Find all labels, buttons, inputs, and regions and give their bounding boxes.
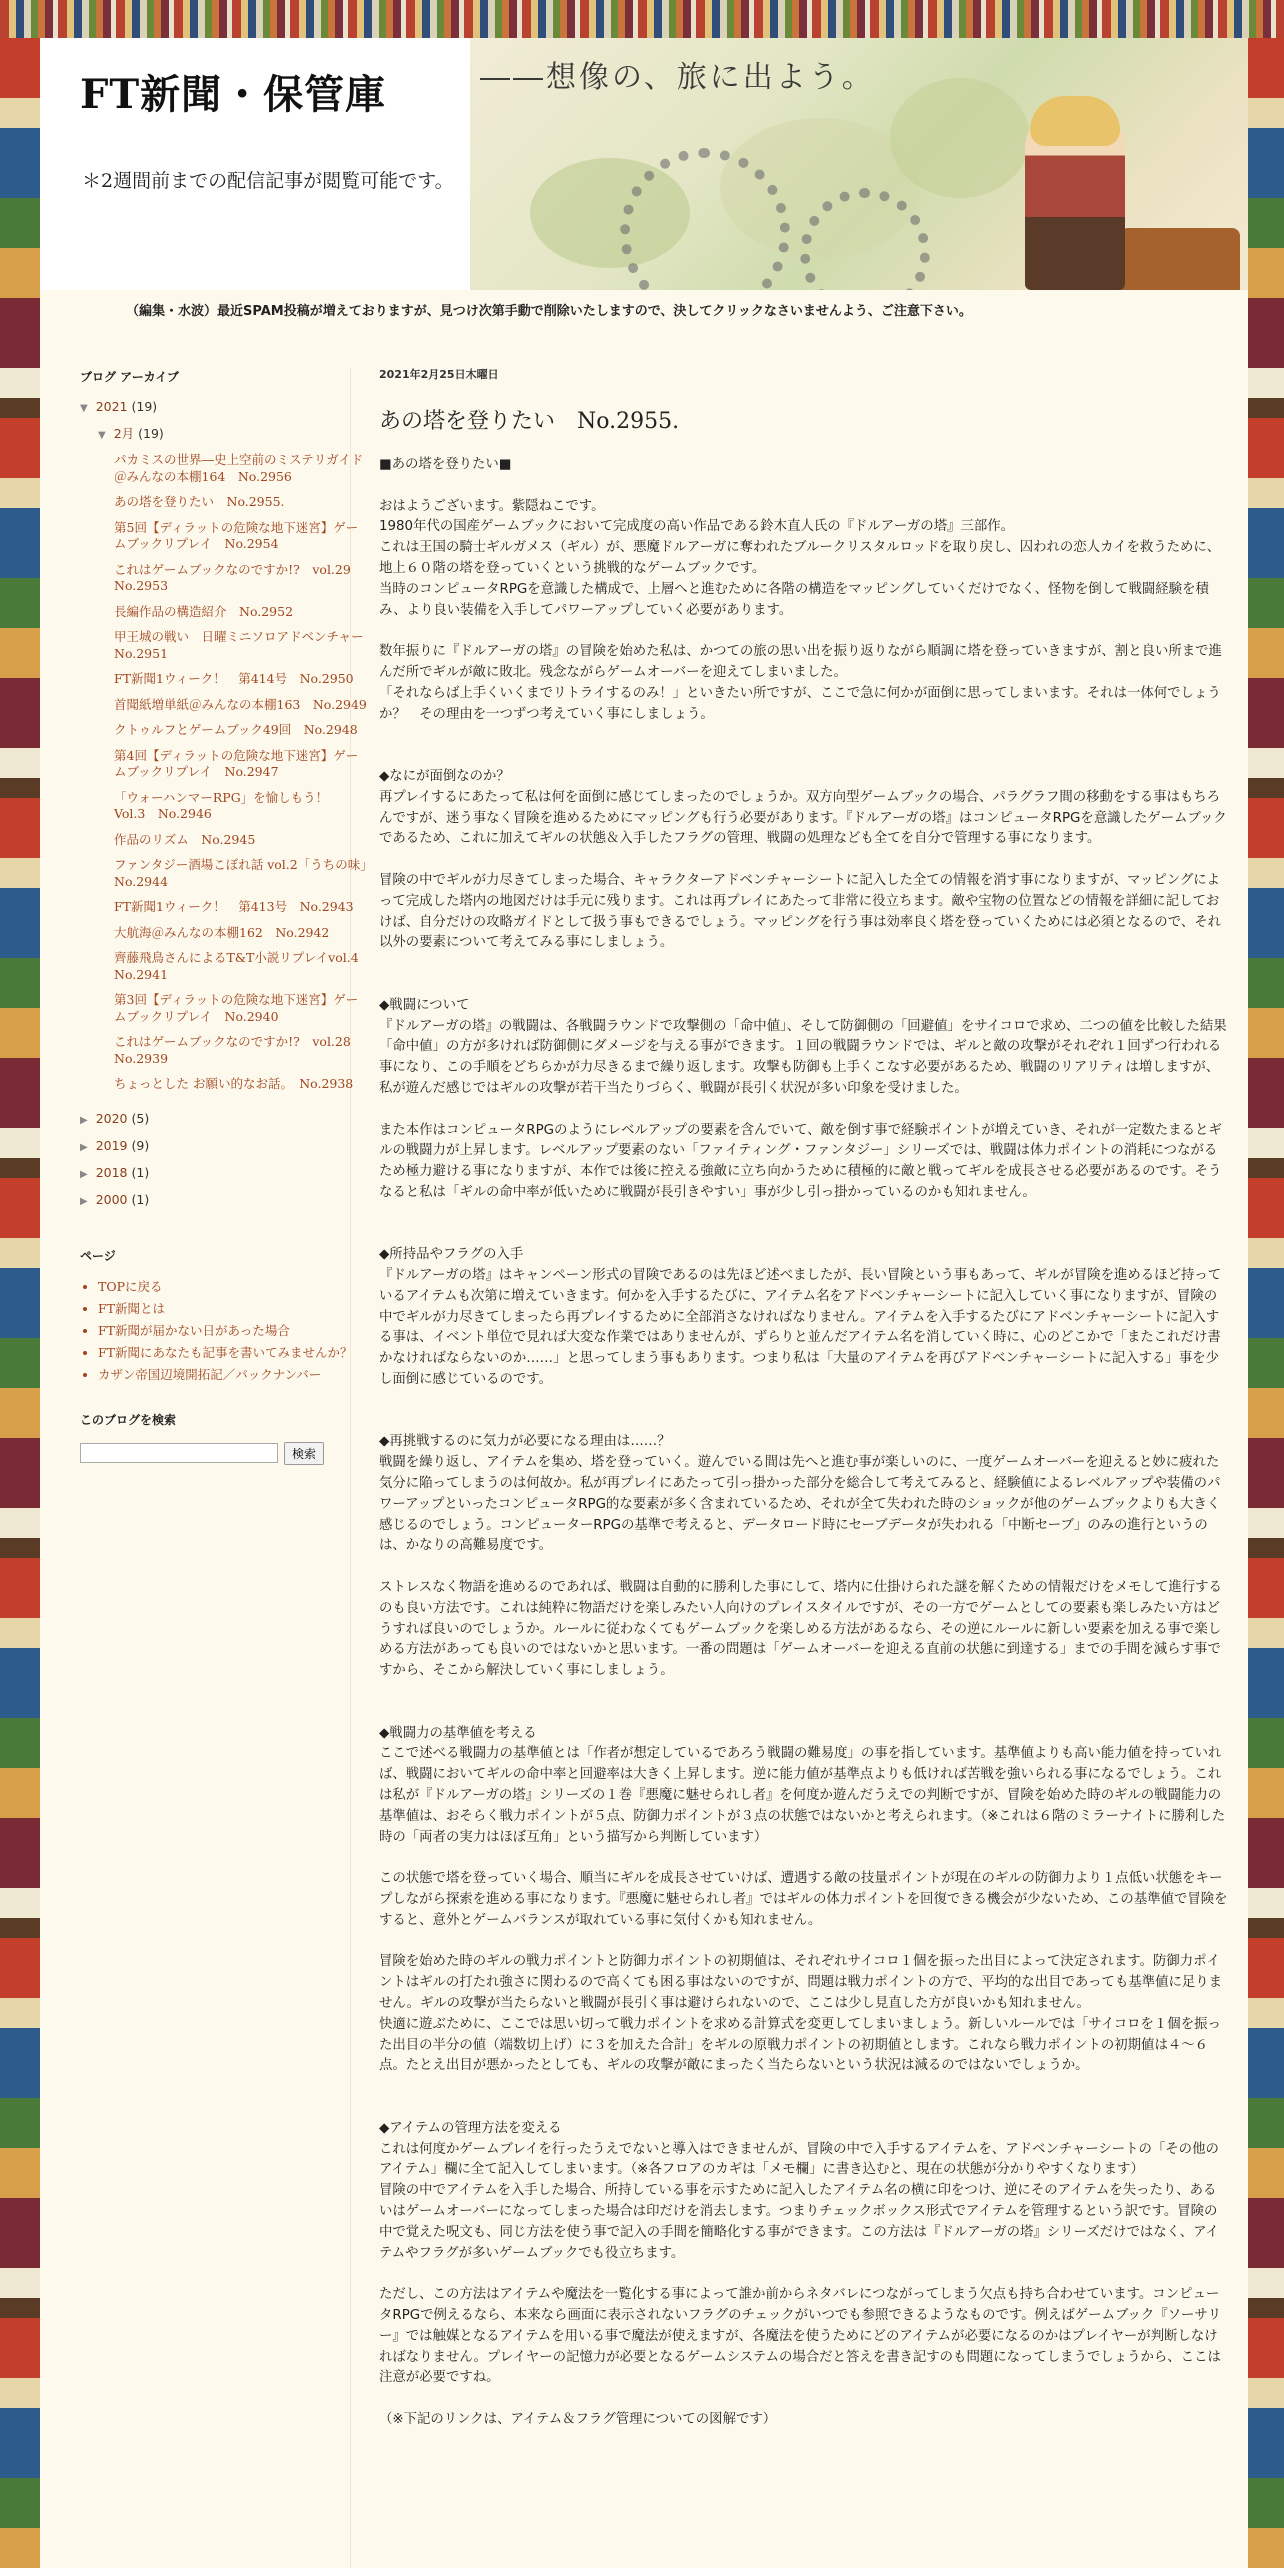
post-paragraph: 冒険を始めた時のギルの戦力ポイントと防御力ポイントの初期値は、それぞれサイコロ１個を振った出目によって決定されます。防御力ポイントはギルの打たれ強さに関わるので高くても困る事はないのですが、問題は戦力ポイントの方で、平均的な出目であっても基準値に足りません。ギルの攻撃が当たらないと戦闘が長引く事は避けられないので、ここは少し見直した方が良いかも知れません。 快適に遊ぶために、ここでは思い切って戦力ポイントを求める計算式を変更してしまいましょう。新しいルールでは「サイコロを１個を振った出目の半分の値（端数切上げ）に３を加えた合計」をギルの原戦力ポイントの初期値とします。これなら戦力ポイントの初期値は４〜６点。たとえ出目が悪かったとしても、ギルの攻撃が敵にまったく当たらないという状況は減るのではないでしょうか。 bbox=[379, 1954, 1223, 2074]
page-link-missing-delivery[interactable]: • FT新聞が届かない日があった場合 bbox=[98, 1322, 370, 1339]
post-paragraph: 数年振りに『ドルアーガの塔』の冒険を始めた私は、かつての旅の思い出を振り返りながら順調に塔を登っていきますが、割と良い所まで進んだ所でギルが敵に敗北。残念ながらゲームオーバーを迎えてしまいました。 「それならば上手くいくまでリトライするのみ！」といきたい所ですが、ここで急に何かが面倒に思ってしまいます。それは一体何でしょうか？ その理由を一つずつ考えていく事にしましょう。 bbox=[379, 644, 1222, 722]
foliage-shape bbox=[890, 78, 1030, 198]
archive-month-count: (19) bbox=[138, 426, 164, 441]
archive-post-link[interactable]: これはゲームブックなのですか!? vol.29 No.2953 bbox=[114, 561, 364, 593]
archive-post-link[interactable]: パカミスの世界―史上空前のミステリガイド＠みんなの本棚164 No.2956 bbox=[114, 452, 364, 484]
post-paragraph: （※下記のリンクは、アイテム＆フラグ管理についての図解です） bbox=[379, 2411, 777, 2427]
post-paragraph: ストレスなく物語を進めるのであれば、戦闘は自動的に勝利した事にして、塔内に仕掛けられた謎を解くための情報だけをメモして進行するのも良い方法です。これは純粋に物語だけを楽しみたい人向けのプレイスタイルですが、その一方でゲームとしての要素も楽しみたい方はどうすれば良いのでしょうか。ルールに従わなくてもゲームブックを楽しめる方法があるなら、その逆にルールに新しい要素を加える事で楽しめる方法があっても良いのではないかと思います。一番の問題は「ゲームオーバーを迎える直前の状態に到達する」までの手間を減らす事ですから、そこから解決していく事にしましょう。 bbox=[379, 1580, 1222, 1679]
archive-year-count: (5) bbox=[131, 1110, 150, 1126]
archive-post-link[interactable]: クトゥルフとゲームブック49回 No.2948 bbox=[114, 722, 358, 737]
archive-year-count: (1) bbox=[131, 1191, 150, 1207]
archive-post-link[interactable]: 大航海＠みんなの本棚162 No.2942 bbox=[114, 924, 330, 940]
post-paragraph: ◆アイテムの管理方法を変える これは何度かゲームブレイを行ったうえでないと導入はできませんが、冒険の中で入手するアイテムを、アドベンチャーシートの「その他のアイテム」欄に全て記入してしまいます。（※各フロアのカギは「メモ欄」に書き込むと、現在の状態が分かりやすくなります） 冒険の中でアイテムを入手した場合、所持している事を示すために記入したアイテム名の横に印をつけ、逆にそのアイテムを失ったり、あるいはゲームオーバーになってしまった場合は印だけを消去します。つまりチェックボックス形式でアイテムを管理するという訳です。冒険の中で覚えた呪文も、同じ方法を使う事で記入の手間を簡略化する事ができます。この方法は『ドルアーガの塔』シリーズだけではなく、アイテムやフラグが多いゲームブックでも役立ちます。 bbox=[379, 2120, 1219, 2261]
post-date: 2021年2月25日木曜日 bbox=[379, 368, 499, 381]
archive-year-2000[interactable] bbox=[80, 1192, 370, 1207]
post-paragraph: また本作はコンピュータRPGのようにレベルアップの要素を含んでいて、敵を倒す事で経験ポイントが増えていき、それが一定数たまるとギルの戦闘力が上昇します。レベルアップ要素のない「ファイティング・ファンタジー」シリーズでは、戦闘は体力ポイントの消耗につながるため極力避ける事になりますが、本作では後に控える強敵に立ち向かうために積極的に敵と戦ってギルを成長させる必要があるのです。そうなると私は「ギルの命中率が低いために戦闘が長引きやすい」事が少し引っ掛かっているのかも知れません。 bbox=[379, 1122, 1222, 1200]
page-link-kazan-backnumber[interactable]: • カザン帝国辺境開拓記／パックナンバー bbox=[98, 1366, 370, 1383]
post-paragraph: ■あの塔を登りたい■ bbox=[379, 457, 512, 472]
archive-post-link[interactable]: 第4回【ディラットの危険な地下迷宮】ゲームブックリプレイ No.2947 bbox=[114, 747, 359, 779]
pages-list bbox=[80, 1278, 370, 1383]
archive-post-link[interactable]: ちょっとした お願い的なお話。 No.2938 bbox=[114, 1076, 354, 1091]
archive-post-link[interactable]: FT新聞1ウィーク！ 第414号 No.2950 bbox=[114, 671, 354, 686]
header-illustration bbox=[470, 38, 1248, 290]
blog-header bbox=[40, 38, 1248, 290]
archive-year-2019[interactable] bbox=[80, 1138, 370, 1153]
bookshelf-background-top bbox=[0, 0, 1284, 38]
archive-year-2020[interactable] bbox=[80, 1111, 370, 1126]
triangle-right-icon[interactable]: ▶ bbox=[80, 1141, 88, 1153]
post-paragraph: ◆所持品やフラグの入手 『ドルアーガの塔』はキャンペーン形式の冒険であるのは先ほど述べましたが、長い冒険という事もあって、ギルが冒険を進めるほど持っているアイテムも次第に増えていきます。何かを入手するたびに、アイテム名をアドベンチャーシートに記入していく事になりますが、冒険の中でギルが力尽きてしまったら再プレイするために全部消さなければなりません。アイテムを入手するたびにアドベンチャーシートに記入する事は、イベント単位で見れば大変な作業ではありませんが、ずらりと並んだアイテム名を消していく時に、心のどこかで「またこれだけ書かなければならないのか……」と思ってしまう事もあります。つまり私は「大量のアイテムを再びアドベンチャーシートに記入する」事を少し面倒に感じているのです。 bbox=[379, 1247, 1222, 1388]
triangle-right-icon[interactable]: ▶ bbox=[80, 1168, 88, 1180]
sidebar bbox=[80, 368, 380, 1465]
archive-year-2021[interactable] bbox=[80, 399, 370, 414]
blog-description: ＊2週間前までの配信記事が閲覧可能です。 bbox=[82, 170, 454, 192]
search-button[interactable]: 検索 bbox=[284, 1442, 324, 1465]
post-paragraph: この状態で塔を登っていく場合、順当にギルを成長させていけば、遭遇する敵の技量ポイントが現在のギルの防御力より１点低い状態をキープしながら探索を進める事になります。『悪魔に魅せられし者』ではギルの体力ポイントを回復できる機会が少ないため、この基準値で冒険をすると、意外とゲームバランスが取れている事に気付くかも知れません。 bbox=[379, 1871, 1228, 1928]
triangle-down-icon[interactable]: ▼ bbox=[80, 403, 88, 414]
search-form bbox=[80, 1442, 370, 1465]
triangle-right-icon[interactable]: ▶ bbox=[80, 1114, 88, 1126]
archive-year-count: (19) bbox=[131, 399, 158, 414]
post-paragraph: ◆戦闘力の基準値を考える ここで述べる戦闘力の基準値とは「作者が想定しているであろう戦闘の難易度」の事を指しています。基準値よりも高い能力値を持っていれば、戦闘においてギルの命中率と回避率は大きく上昇します。逆に能力値が基準点よりも低ければ苦戦を強いられる事になるでしょう。これは私が『ドルアーガの塔』シリーズの１巻『悪魔に魅せられし者』を何度か遊んだうえでの判断ですが、冒険を始めた時のギルの戦闘能力の基準値は、おそらく戦力ポイントが５点、防御力ポイントが３点の状態ではないかと考えられます。（※これは６階のミラーナイトに勝利した時の「両者の実力はほぼ互角」という描写から判断しています） bbox=[379, 1725, 1226, 1845]
archive-year-count: (1) bbox=[131, 1164, 150, 1180]
archive-post-list bbox=[114, 452, 380, 1093]
post-paragraph: ただし、この方法はアイテムや魔法を一覧化する事によって誰か前からネタバレにつながってしまう欠点も持ち合わせています。コンピュータRPGで例えるなら、本来なら画面に表示されないフラグのチェックがいつでも参照できるようなものです。例えばゲームブック『ソーサリー』では触媒となるアイテムを用いる事で魔法が使えますが、各魔法を使うためにどのアイテムが必要になるのかはプレイヤーが判断しなければなりません。プレイヤーの記憶力が必要となるゲームシステムの場合だと答えを書き記すのも問題になってしまうでしょうから、ここは注意が必要ですね。 bbox=[379, 2287, 1222, 2386]
post-paragraph: 冒険の中でギルが力尽きてしまった場合、キャラクターアドベンチャーシートに記入した全ての情報を消す事になりますが、マッピングによって完成した塔内の地図だけは手元に残ります。これは再プレイにあたって非常に役立ちます。敵や宝物の位置などの情報を詳細に記しておけば、自分だけの攻略ガイドとして扱う事もできるでしょう。マッピングを行う事は効率良く塔を登っていくためには必須となるので、それ以外の要素について考えてみる事にしましょう。 bbox=[379, 872, 1221, 951]
archive-post-link[interactable]: あの塔を登りたい No.2955. bbox=[114, 494, 285, 509]
archive-post-link[interactable]: 作品のリズム No.2945 bbox=[114, 831, 256, 847]
archive-post-link[interactable]: これはゲームブックなのですか!? vol.28 No.2939 bbox=[114, 1034, 364, 1066]
spam-notice: （編集・水波）最近SPAM投稿が増えておりますが、見つけ次第手動で削除いたしますので、決してクリックなさいませんよう、ご注意下さい。 bbox=[126, 304, 972, 319]
archive-post-link[interactable]: 第3回【ディラットの危険な地下迷宮】ゲームブックリプレイ No.2940 bbox=[114, 992, 359, 1024]
archive-post-link[interactable]: ファンタジー酒場こぼれ話 vol.2「うちの味」 No.2944 bbox=[114, 857, 380, 889]
post-paragraph: ◆なにが面倒なのか？ 再プレイするにあたって私は何を面倒に感じてしまったのでしょうか。双方向型ゲームブックの場合、パラグラフ間の移動をする事はもちろんですが、迷う事なく冒険を進めるためにマッピングも行う必要があります。『ドルアーガの塔』はコンピュータRPGを意識したゲームブックであるため、これに加えてギルの状態＆入手したフラグの管理、戦闘の処理なども全てを自分で管理する事になります。 bbox=[379, 768, 1227, 847]
header-tagline: ――想像の、旅に出よう。 bbox=[480, 60, 875, 95]
archive-month-feb[interactable] bbox=[98, 424, 370, 442]
archive-post-link[interactable]: FT新聞1ウィーク！ 第413号 No.2943 bbox=[114, 899, 354, 914]
post-title[interactable]: あの塔を登りたい No.2955. bbox=[379, 409, 680, 434]
page-link-about[interactable]: • FT新聞とは bbox=[98, 1300, 370, 1317]
pages-widget-title: ページ bbox=[80, 1248, 116, 1263]
search-widget-title: このブログを検索 bbox=[80, 1412, 177, 1427]
post-paragraph: おはようございます。紫隠ねこです。 1980年代の国産ゲームブックにおいて完成度の高い作品である鈴木直人氏の『ドルアーガの塔』三部作。 これは王国の騎士ギルガメス（ギル）が、悪魔ドルアーガに奪われたブルークリスタルロッドを取り戻し、囚われの恋人カイを救うために、地上６０階の塔を登っていくという挑戦的なゲームブックです。 当時のコンピュータRPGを意識した構成で、上層へと進むために各階の構造をマッピングしていくだけでなく、怪物を倒して戦闘経験を積み、より良い装備を入手してパワーアップしていく必要があります。 bbox=[379, 498, 1221, 618]
archive-year-label[interactable]: 2020 bbox=[95, 1110, 128, 1126]
main-post bbox=[379, 366, 1229, 2452]
archive-post-link[interactable]: 「ウォーハンマーRPG」を愉しもう！ Vol.3 No.2946 bbox=[114, 789, 341, 821]
archive-year-count: (9) bbox=[131, 1137, 150, 1153]
treasure-chest-icon bbox=[1120, 228, 1240, 290]
triangle-down-icon[interactable]: ▼ bbox=[98, 430, 106, 441]
bookshelf-background-right bbox=[1248, 38, 1284, 2568]
archive-year-label[interactable]: 2021 bbox=[95, 399, 128, 414]
page-link-top[interactable]: • TOPに戻る bbox=[98, 1278, 370, 1295]
post-paragraph: ◆再挑戦するのに気力が必要になる理由は……？ 戦闘を繰り返し、アイテムを集め、塔を登っていく。遊んでいる間は先へと進む事が楽しいのに、一度ゲームオーバーを迎えると妙に疲れた気分に陥ってしまうのは何故か。私が再プレイにあたって引っ掛かった部分を総合して考えてみると、経験値によるレベルアップや装備のパワーアップといったコンピュータRPG的な要素が多く含まれているため、それが全て失われた時のショックが他のゲームブックよりも大きく感じるのでしょう。コンピューターRPGの基準で考えると、データロード時にセーブデータが失われる「中断セーブ」のみの進行というのは、かなりの高難易度です。 bbox=[379, 1434, 1221, 1554]
post-paragraph: ◆戦闘について 『ドルアーガの塔』の戦闘は、各戦闘ラウンドで攻撃側の「命中値」、そして防御側の「回避値」をサイコロで求め、二つの値を比較した結果「命中値」の方が多ければ防御側にダメージを与える事ができます。１回の戦闘ラウンドでは、ギルと敵の攻撃がそれぞれ１回ずつ行われる事になり、この手順をどちらかが力尽きるまで繰り返します。攻撃も防御も上手くこなす必要があるため、戦闘のリアリティは増しますが、私が遊んだ感じではギルの攻撃が若干当たりづらく、戦闘が長引く状況が多い印象を受けました。 bbox=[379, 997, 1227, 1096]
archive-post-link[interactable]: 首聞紙増単紙＠みんなの本棚163 No.2949 bbox=[114, 696, 367, 712]
archive-post-link[interactable]: 長編作品の構造紹介 No.2952 bbox=[114, 603, 294, 619]
character-hair bbox=[1030, 96, 1120, 146]
archive-post-link[interactable]: 第5回【ディラットの危険な地下迷宮】ゲームブックリプレイ No.2954 bbox=[114, 519, 359, 551]
bookshelf-background-left bbox=[0, 38, 40, 2568]
archive-widget-title: ブログ アーカイブ bbox=[80, 370, 179, 384]
archive-year-2018[interactable] bbox=[80, 1165, 370, 1180]
archive-year-label[interactable]: 2018 bbox=[95, 1164, 128, 1180]
archive-year-label[interactable]: 2019 bbox=[95, 1137, 128, 1153]
archive-post-link[interactable]: 甲王城の戦い 日曜ミニソロアドベンチャー No.2951 bbox=[114, 629, 377, 661]
search-input[interactable] bbox=[80, 1443, 278, 1463]
page-link-write-article[interactable]: • FT新聞にあなたも記事を書いてみませんか？ bbox=[98, 1344, 370, 1361]
archive-post-link[interactable]: 齊藤飛鳥さんによるT&T小説リプレイvol.4 No.2941 bbox=[114, 950, 372, 982]
archive-year-label[interactable]: 2000 bbox=[95, 1191, 128, 1207]
archive-month-label[interactable]: 2月 bbox=[113, 426, 135, 441]
page-container bbox=[40, 38, 1248, 2568]
triangle-right-icon[interactable]: ▶ bbox=[80, 1195, 88, 1207]
blog-title[interactable]: FT新聞・保管庫 bbox=[80, 71, 387, 118]
